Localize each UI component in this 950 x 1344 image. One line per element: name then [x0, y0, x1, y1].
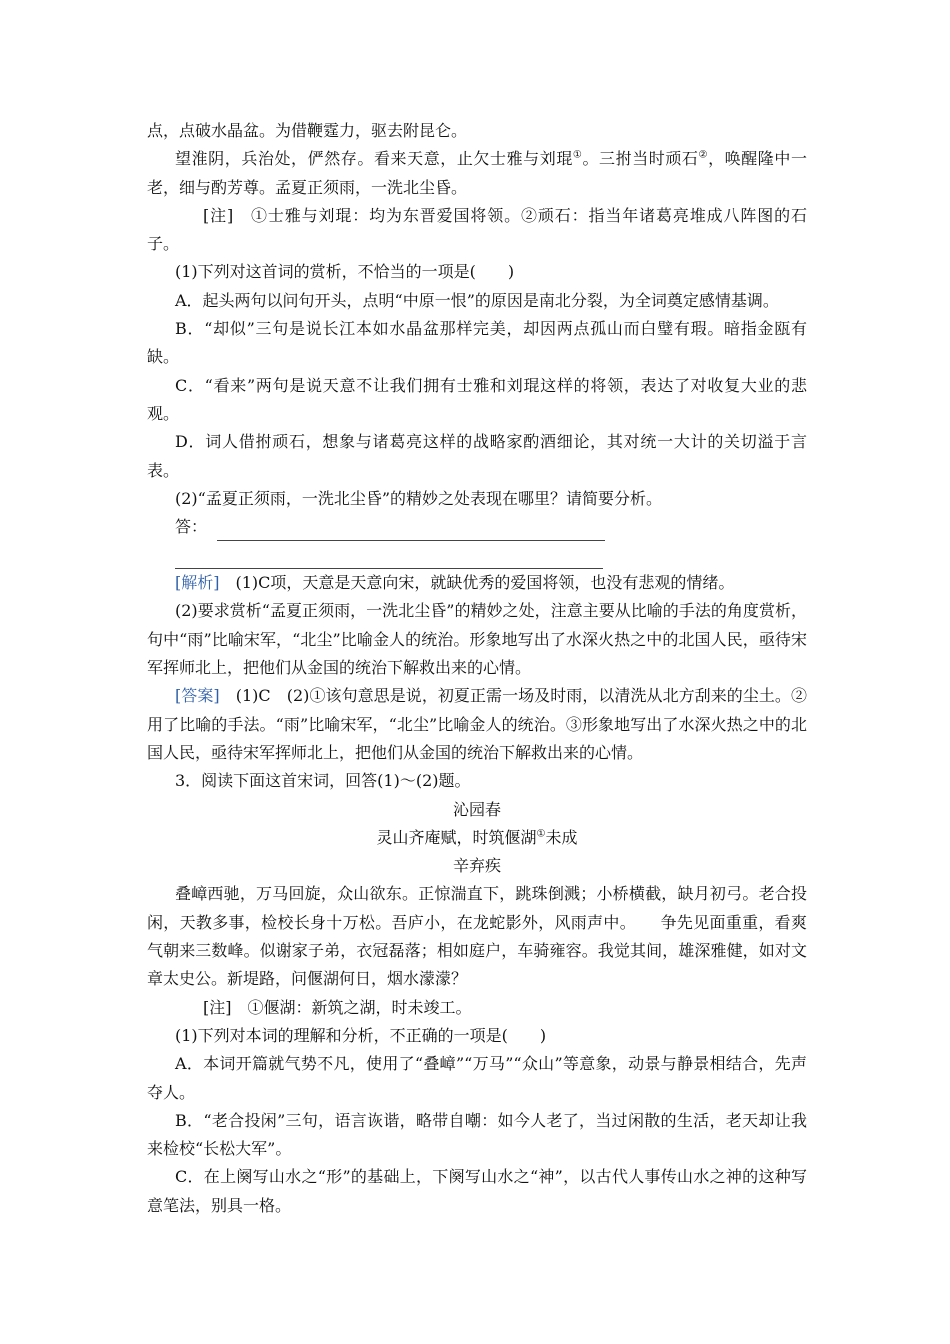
answer-line[interactable] [175, 550, 603, 569]
poem-subtitle [147, 824, 807, 852]
poem-author: 辛弃疾 [452, 856, 501, 876]
question-stem: (1)下列对本词的理解和分析，不正确的一项是( ) [175, 1025, 547, 1045]
option-d: D．词人借拊顽石，想象与诸葛亮这样的战略家酌酒细论，其对统一大计的关切溢于言表。 [147, 432, 807, 480]
poem-text: 望淮阴，兵治处，俨然存。看来天意，止欠士雅与刘琨 [175, 149, 573, 169]
footnote: [注] ①士雅与刘琨：均为东晋爱国将领。②顽石：指当年诸葛亮堆成八阵图的石子。 [147, 205, 807, 254]
answer-line[interactable] [217, 522, 605, 541]
footnote-marker: ② [698, 149, 709, 161]
document-page [147, 117, 807, 1220]
analysis-text: (1)C项，天意是天意向宋，就缺优秀的爱国将领，也没有悲观的情绪。 [219, 573, 735, 593]
analysis-paragraph: (2)要求赏析“孟夏正须雨，一洗北尘昏”的精妙之处，注意主要从比喻的手法的角度赏析，句中“雨”比喻宋军，“北尘”比喻金人的统治。形象地写出了水深火热之中的北国人民，亟待宋军挥师北上，把他们从金国的统治下解救出来的心情。 [147, 601, 807, 678]
footnote-marker: ① [536, 828, 546, 840]
option-c: C．在上阕写山水之“形”的基础上，下阕写山水之“神”，以古代人事传山水之神的这种写意笔法，别具一格。 [147, 1167, 807, 1215]
option-b: B．“老合投闲”三句，语言诙谐，略带自嘲：如今人老了，当过闲散的生活，老天却让我来检校“长松大军”。 [147, 1110, 807, 1159]
answer-row [147, 541, 807, 569]
answer-label: 答： [175, 516, 208, 536]
answer-row [147, 513, 807, 541]
question-stem: (2)“孟夏正须雨，一洗北尘昏”的精妙之处表现在哪里？请简要分析。 [175, 488, 663, 508]
answer-text: (1)C (2)①该句意思是说，初夏正需一场及时雨，以清洗从北方刮来的尘土。②用了比喻的手法。“雨”比喻宋军，“北尘”比喻金人的统治。③形象地写出了水深火热之中的北国人民，亟待宋军挥师北上，把他们从金国的统治下解救出来的心情。 [147, 686, 807, 762]
poem-text: ，唤醒隆中一老，细与酌芳尊。孟夏正须雨，一洗北尘昏。 [147, 149, 807, 197]
analysis-tag: [解析] [175, 573, 220, 593]
option-a: A．本词开篇就气势不凡，使用了“叠嶂”“万马”“众山”等意象，动景与静景相结合，先声夺人。 [147, 1054, 807, 1102]
question-intro: 3．阅读下面这首宋词，回答(1)～(2)题。 [175, 771, 471, 791]
option-a: A．起头两句以问句开头，点明“中原一恨”的原因是南北分裂，为全词奠定感情基调。 [175, 290, 779, 310]
poem-stanza-2 [147, 145, 807, 202]
footnote-marker: ① [572, 149, 583, 161]
answer-tag: [答案] [175, 686, 220, 706]
poem-text: 。三拊当时顽石 [582, 149, 699, 169]
poem-body: 叠嶂西驰，万马回旋，众山欲东。正惊湍直下，跳珠倒溅；小桥横截，缺月初弓。老合投闲，天教多事，检校长身十万松。吾庐小，在龙蛇影外，风雨声中。 争先见面重重，看爽气朝来三数峰。似谢家子弟，衣冠磊落；相如庭户，车骑雍容。我觉其间，雄深雅健，如对文章太史公。新堤路，问偃湖何日，烟水濛濛？ [147, 884, 807, 989]
option-b: B．“却似”三句是说长江本如水晶盆那样完美，却因两点孤山而白璧有瑕。暗指金瓯有缺。 [147, 319, 807, 367]
poem-title: 沁园春 [452, 799, 501, 819]
option-c: C．“看来”两句是说天意不让我们拥有士雅和刘琨这样的将领，表达了对收复大业的悲观。 [147, 375, 807, 423]
answer-paragraph [147, 682, 807, 767]
question-stem: (1)下列对这首词的赏析，不恰当的一项是( ) [175, 262, 515, 282]
subtitle-text: 未成 [545, 827, 578, 847]
subtitle-text: 灵山齐庵赋，时筑偃湖 [376, 827, 537, 847]
footnote: [注] ①偃湖：新筑之湖，时未竣工。 [203, 997, 472, 1017]
analysis-line [147, 569, 807, 597]
poem-line-1: 点，点破水晶盆。为借鞭霆力，驱去附昆仑。 [147, 121, 468, 140]
